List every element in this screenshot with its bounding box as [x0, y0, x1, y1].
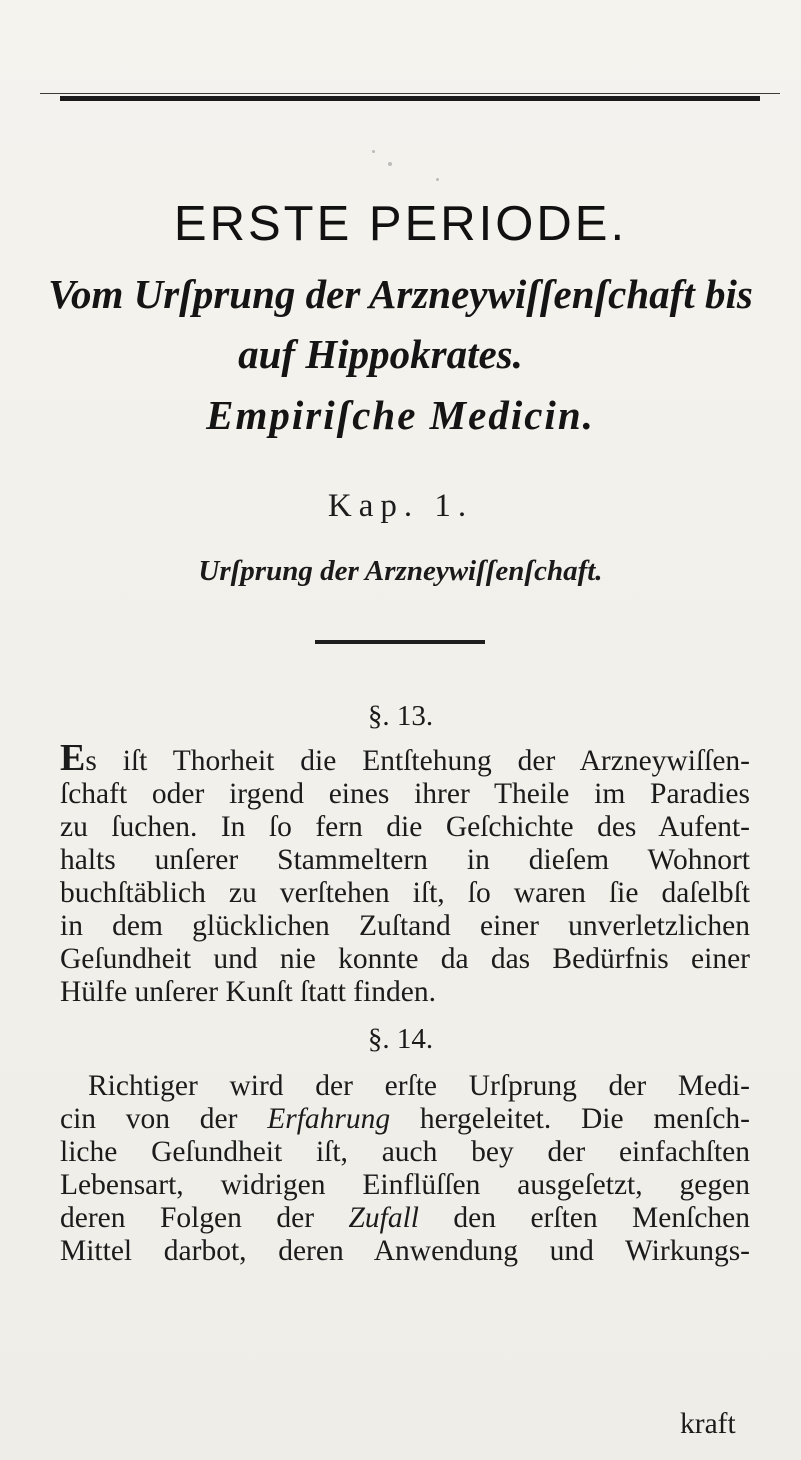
- paragraph-section-13: [60, 737, 750, 1009]
- drop-initial: E: [60, 737, 86, 779]
- paragraph-line: Geſundheit und nie konnte da das Bedürfnis einer: [60, 943, 750, 975]
- paragraph-line: in dem glücklichen Zuſtand einer unverletzlichen: [60, 910, 750, 942]
- section-number-13: §. 13.: [367, 700, 434, 732]
- paragraph-line: halts unſerer Stammeltern in dieſem Wohnort: [60, 844, 750, 876]
- subtitle-line-2: auf Hippokrates.: [238, 331, 523, 377]
- emphasized-term: Zufall: [348, 1202, 419, 1234]
- emphasized-term: Erfahrung: [267, 1103, 391, 1135]
- subtitle-line-3: Empiriſche Medicin.: [206, 392, 595, 438]
- line-text: deren Folgen der: [60, 1202, 349, 1234]
- paragraph-line: [60, 1103, 750, 1136]
- header-thin-rule: [40, 93, 780, 94]
- section-number-14: §. 14.: [367, 1023, 434, 1055]
- paragraph-line: [60, 1202, 750, 1235]
- catchword: kraft: [680, 1408, 736, 1440]
- line-text: hergeleitet. Die menſch-: [390, 1103, 750, 1135]
- subtitle-line-1: Vom Urſprung der Arzneywiſſenſchaft bis: [48, 271, 753, 317]
- paragraph-line: buchſtäblich zu verſtehen iſt, ſo waren ſie daſelbſt: [60, 877, 750, 909]
- chapter-title: Urſprung der Arzneywiſſenſchaft.: [198, 555, 603, 587]
- section-divider-rule: [315, 640, 485, 644]
- paragraph-line: Hülfe unſerer Kunſt ſtatt finden.: [60, 976, 437, 1008]
- paragraph-line: Lebensart, widrigen Einflüſſen ausgeſetzt, gegen: [60, 1169, 750, 1201]
- paper-speck: [388, 162, 392, 166]
- chapter-label: Kap. 1.: [327, 488, 474, 524]
- paragraph-line: [60, 737, 750, 779]
- header-ornamental-rule: [60, 96, 760, 101]
- paper-speck: [372, 150, 375, 153]
- paragraph-line: zu ſuchen. In ſo fern die Geſchichte des Aufent-: [60, 811, 750, 843]
- paragraph-line: ſchaft oder irgend eines ihrer Theile im Paradies: [60, 778, 750, 810]
- paragraph-line-text: s iſt Thorheit die Entſtehung der Arzneywiſſen-: [85, 745, 750, 777]
- period-title: ERSTE PERIODE.: [173, 197, 628, 251]
- line-text: cin von der: [60, 1103, 268, 1135]
- paragraph-line: Richtiger wird der erſte Urſprung der Medi-: [88, 1070, 750, 1102]
- paper-speck: [436, 178, 439, 181]
- paragraph-line: Mittel darbot, deren Anwendung und Wirkungs-: [60, 1235, 750, 1267]
- paragraph-line: liche Geſundheit iſt, auch bey der einfachſten: [60, 1136, 750, 1168]
- line-text: den erſten Menſchen: [418, 1202, 751, 1234]
- paragraph-section-14: [60, 1070, 750, 1268]
